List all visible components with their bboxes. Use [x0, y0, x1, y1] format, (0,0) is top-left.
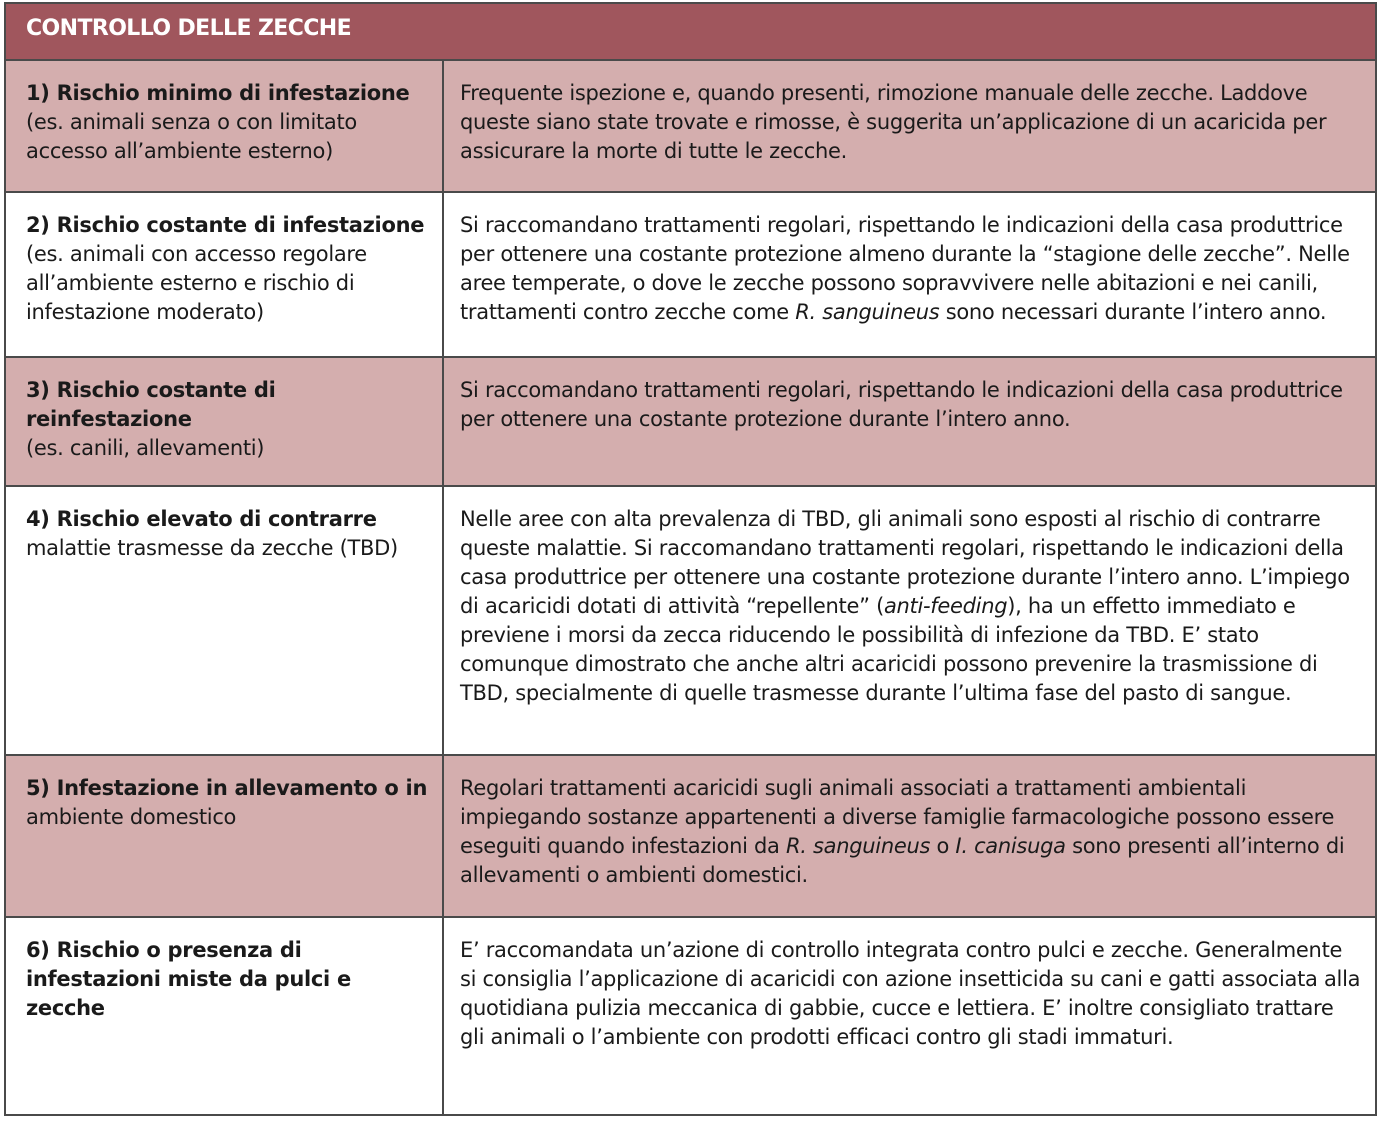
- recommendation-text: ), ha un effetto immediato e previene i morsi da zecca riducendo le possibilità di infezione da TBD. E’ stato comunque dimostrato che anche altri acaricidi possono prevenire la trasmissione di TBD, specialmente di quelle trasmesse durante l’ultima fase del pasto di sangue.: [460, 594, 1318, 705]
- species-name: I. canisuga: [955, 834, 1066, 858]
- recommendation-text: Nelle aree con alta prevalenza di TBD, gli animali sono esposti al rischio di contrarre queste malattie. Si raccomandano trattamenti regolari, rispettando le indicazioni della casa produttrice per ottenere una costante protezione durante l’intero anno. L’impiego di acaricidi dotati di attività “repellente” (: [460, 507, 1350, 618]
- risk-level-cell: [6, 193, 444, 356]
- risk-level-cell: [6, 487, 444, 754]
- risk-title: 3) Rischio costante di reinfestazione: [26, 378, 276, 431]
- risk-title: 4) Rischio elevato di contrarre: [26, 507, 377, 531]
- table-title: CONTROLLO DELLE ZECCHE: [26, 16, 352, 41]
- recommendation-text: Regolari trattamenti acaricidi sugli animali associati a trattamenti ambientali impiegando sostanze appartenenti a diverse famiglie farmacologiche possono essere eseguiti quando infestazioni da: [460, 776, 1335, 858]
- recommendation-cell: [444, 193, 1375, 356]
- table-row: [6, 358, 1375, 487]
- recommendation-cell: [444, 756, 1375, 916]
- risk-level-cell: [6, 918, 444, 1114]
- recommendation-text: E’ raccomandata un’azione di controllo integrata contro pulci e zecche. Generalmente si consiglia l’applicazione di acaricidi con azione insetticida su cani e gatti associata alla quotidiana pulizia meccanica di gabbie, cucce e lettiera. E’ inoltre consigliato trattare gli animali o l’ambiente con prodotti efficaci contro gli stadi immaturi.: [460, 938, 1361, 1049]
- recommendation-text: Si raccomandano trattamenti regolari, rispettando le indicazioni della casa produttrice per ottenere una costante protezione durante l’intero anno.: [460, 378, 1343, 431]
- recommendation-cell: [444, 918, 1375, 1114]
- recommendation-text: Si raccomandano trattamenti regolari, rispettando le indicazioni della casa produttrice per ottenere una costante protezione almeno durante la “stagione delle zecche”. Nelle aree temperate, o dove le zecche possono sopravvivere nelle abitazioni e nei canili, trattamenti contro zecche come: [460, 213, 1350, 324]
- risk-level-cell: [6, 756, 444, 916]
- species-name: R. sanguineus: [795, 300, 940, 324]
- recommendation-cell: [444, 487, 1375, 754]
- risk-description: (es. canili, allevamenti): [26, 436, 265, 460]
- table-row: [6, 918, 1375, 1114]
- risk-description: (es. animali senza o con limitato accesso all’ambiente esterno): [26, 110, 357, 163]
- recommendation-text: sono presenti all’interno di allevamenti o ambienti domestici.: [460, 834, 1345, 887]
- recommendation-cell: [444, 61, 1375, 191]
- table-row: [6, 756, 1375, 918]
- risk-level-cell: [6, 358, 444, 485]
- risk-title: 5) Infestazione in allevamento o in: [26, 776, 428, 800]
- recommendation-cell: [444, 358, 1375, 485]
- table-row: [6, 193, 1375, 358]
- recommendation-text: Frequente ispezione e, quando presenti, rimozione manuale delle zecche. Laddove queste siano state trovate e rimosse, è suggerita un’applicazione di un acaricida per assicurare la morte di tutte le zecche.: [460, 81, 1327, 163]
- species-name: R. sanguineus: [785, 834, 931, 858]
- risk-level-cell: [6, 61, 444, 191]
- risk-title: 2) Rischio costante di infestazione: [26, 213, 425, 237]
- risk-description: (es. animali con accesso regolare all’ambiente esterno e rischio di infestazione moderato): [26, 242, 367, 324]
- risk-description: malattie trasmesse da zecche (TBD): [26, 536, 398, 560]
- risk-description: ambiente domestico: [26, 805, 237, 829]
- risk-title: 1) Rischio minimo di infestazione: [26, 81, 410, 105]
- table-row: [6, 61, 1375, 193]
- risk-title: 6) Rischio o presenza di infestazioni miste da pulci e zecche: [26, 938, 351, 1020]
- tick-control-table: [4, 2, 1377, 1116]
- table-header: [6, 4, 1375, 61]
- recommendation-text: sono necessari durante l’intero anno.: [939, 300, 1327, 324]
- table-row: [6, 487, 1375, 756]
- term-italic: anti-feeding: [883, 594, 1008, 618]
- recommendation-text: o: [930, 834, 956, 858]
